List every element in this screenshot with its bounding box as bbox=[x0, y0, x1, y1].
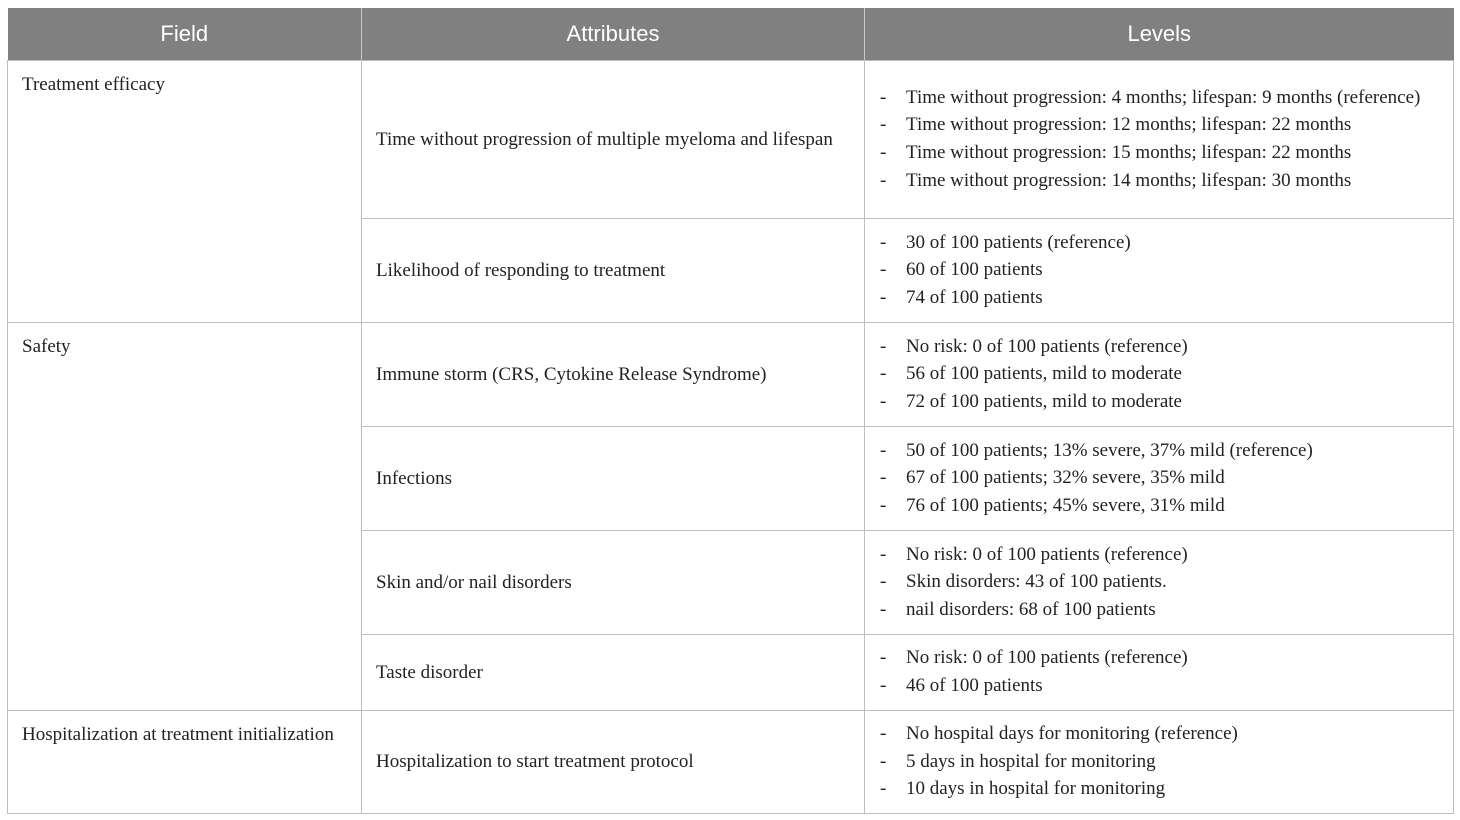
level-item bbox=[879, 748, 1439, 776]
levels-cell bbox=[865, 219, 1454, 323]
bullet-dash: - bbox=[880, 390, 887, 412]
bullet-dash: - bbox=[880, 598, 887, 620]
level-item bbox=[879, 139, 1439, 167]
levels-list bbox=[879, 333, 1439, 416]
attribute-cell: Skin and/or nail disorders bbox=[362, 531, 865, 635]
levels-cell bbox=[865, 427, 1454, 531]
bullet-dash: - bbox=[880, 363, 887, 385]
table-body bbox=[8, 61, 1454, 814]
level-item bbox=[879, 492, 1439, 520]
levels-list bbox=[879, 437, 1439, 520]
table-row bbox=[8, 323, 1454, 427]
header-row bbox=[8, 8, 1454, 61]
bullet-dash: - bbox=[880, 494, 887, 516]
level-item bbox=[879, 360, 1439, 388]
attribute-cell: Infections bbox=[362, 427, 865, 531]
level-item bbox=[879, 568, 1439, 596]
bullet-dash: - bbox=[880, 675, 887, 696]
bullet-dash: - bbox=[880, 142, 887, 163]
level-item bbox=[879, 672, 1439, 700]
level-text: 72 of 100 patients, mild to moderate bbox=[906, 390, 1182, 412]
attribute-cell: Time without progression of multiple myeloma and lifespan bbox=[362, 61, 865, 219]
level-text: No risk: 0 of 100 patients (reference) bbox=[906, 647, 1188, 669]
level-text: No risk: 0 of 100 patients (reference) bbox=[906, 543, 1188, 565]
level-text: Time without progression: 4 months; lifespan: 9 months (reference) bbox=[906, 86, 1421, 108]
level-text: 67 of 100 patients; 32% severe, 35% mild bbox=[906, 467, 1225, 489]
levels-cell bbox=[865, 635, 1454, 711]
level-item bbox=[879, 644, 1439, 672]
level-item bbox=[879, 541, 1439, 569]
header-levels: Levels bbox=[865, 8, 1454, 61]
levels-list bbox=[879, 720, 1439, 803]
level-item bbox=[879, 84, 1439, 112]
bullet-dash: - bbox=[880, 286, 887, 308]
level-text: Time without progression: 15 months; lifespan: 22 months bbox=[906, 142, 1352, 163]
level-text: 46 of 100 patients bbox=[906, 675, 1043, 696]
level-item bbox=[879, 284, 1439, 312]
level-text: 76 of 100 patients; 45% severe, 31% mild bbox=[906, 494, 1225, 516]
field-cell: Hospitalization at treatment initialization bbox=[8, 711, 362, 814]
attribute-cell: Likelihood of responding to treatment bbox=[362, 219, 865, 323]
level-text: nail disorders: 68 of 100 patients bbox=[906, 598, 1156, 620]
attributes-levels-table bbox=[7, 8, 1454, 814]
bullet-dash: - bbox=[880, 647, 887, 669]
levels-list bbox=[879, 84, 1439, 194]
bullet-dash: - bbox=[880, 335, 887, 357]
level-text: 10 days in hospital for monitoring bbox=[906, 778, 1166, 800]
bullet-dash: - bbox=[880, 114, 887, 136]
bullet-dash: - bbox=[880, 259, 887, 281]
bullet-dash: - bbox=[880, 86, 887, 108]
levels-cell bbox=[865, 323, 1454, 427]
bullet-dash: - bbox=[880, 571, 887, 593]
bullet-dash: - bbox=[880, 723, 887, 744]
level-item bbox=[879, 167, 1439, 195]
levels-list bbox=[879, 644, 1439, 699]
level-item bbox=[879, 111, 1439, 139]
bullet-dash: - bbox=[880, 543, 887, 565]
level-text: 56 of 100 patients, mild to moderate bbox=[906, 363, 1182, 385]
levels-cell bbox=[865, 61, 1454, 219]
table-row bbox=[8, 61, 1454, 219]
header-attributes: Attributes bbox=[362, 8, 865, 61]
level-text: 5 days in hospital for monitoring bbox=[906, 750, 1156, 772]
levels-list bbox=[879, 229, 1439, 312]
level-item bbox=[879, 775, 1439, 803]
bullet-dash: - bbox=[880, 439, 887, 461]
level-item bbox=[879, 596, 1439, 624]
level-text: 30 of 100 patients (reference) bbox=[906, 231, 1131, 253]
field-cell: Safety bbox=[8, 323, 362, 711]
level-item bbox=[879, 229, 1439, 257]
level-item bbox=[879, 333, 1439, 361]
field-cell: Treatment efficacy bbox=[8, 61, 362, 323]
levels-list bbox=[879, 541, 1439, 624]
table-row bbox=[8, 711, 1454, 814]
attribute-cell: Taste disorder bbox=[362, 635, 865, 711]
bullet-dash: - bbox=[880, 750, 887, 772]
level-item bbox=[879, 464, 1439, 492]
level-item bbox=[879, 388, 1439, 416]
bullet-dash: - bbox=[880, 778, 887, 800]
level-item bbox=[879, 437, 1439, 465]
level-text: No hospital days for monitoring (reference) bbox=[906, 723, 1238, 744]
level-text: Skin disorders: 43 of 100 patients. bbox=[906, 571, 1167, 593]
level-text: 50 of 100 patients; 13% severe, 37% mild (reference) bbox=[906, 439, 1313, 461]
levels-cell bbox=[865, 711, 1454, 814]
level-item bbox=[879, 720, 1439, 748]
bullet-dash: - bbox=[880, 169, 887, 191]
level-text: 74 of 100 patients bbox=[906, 286, 1043, 308]
level-text: 60 of 100 patients bbox=[906, 259, 1043, 281]
level-text: No risk: 0 of 100 patients (reference) bbox=[906, 335, 1188, 357]
attribute-cell: Immune storm (CRS, Cytokine Release Syndrome) bbox=[362, 323, 865, 427]
levels-cell bbox=[865, 531, 1454, 635]
level-text: Time without progression: 12 months; lifespan: 22 months bbox=[906, 114, 1352, 136]
level-text: Time without progression: 14 months; lifespan: 30 months bbox=[906, 169, 1352, 191]
attribute-cell: Hospitalization to start treatment protocol bbox=[362, 711, 865, 814]
header-field: Field bbox=[8, 8, 362, 61]
level-item bbox=[879, 256, 1439, 284]
bullet-dash: - bbox=[880, 231, 887, 253]
bullet-dash: - bbox=[880, 467, 887, 489]
